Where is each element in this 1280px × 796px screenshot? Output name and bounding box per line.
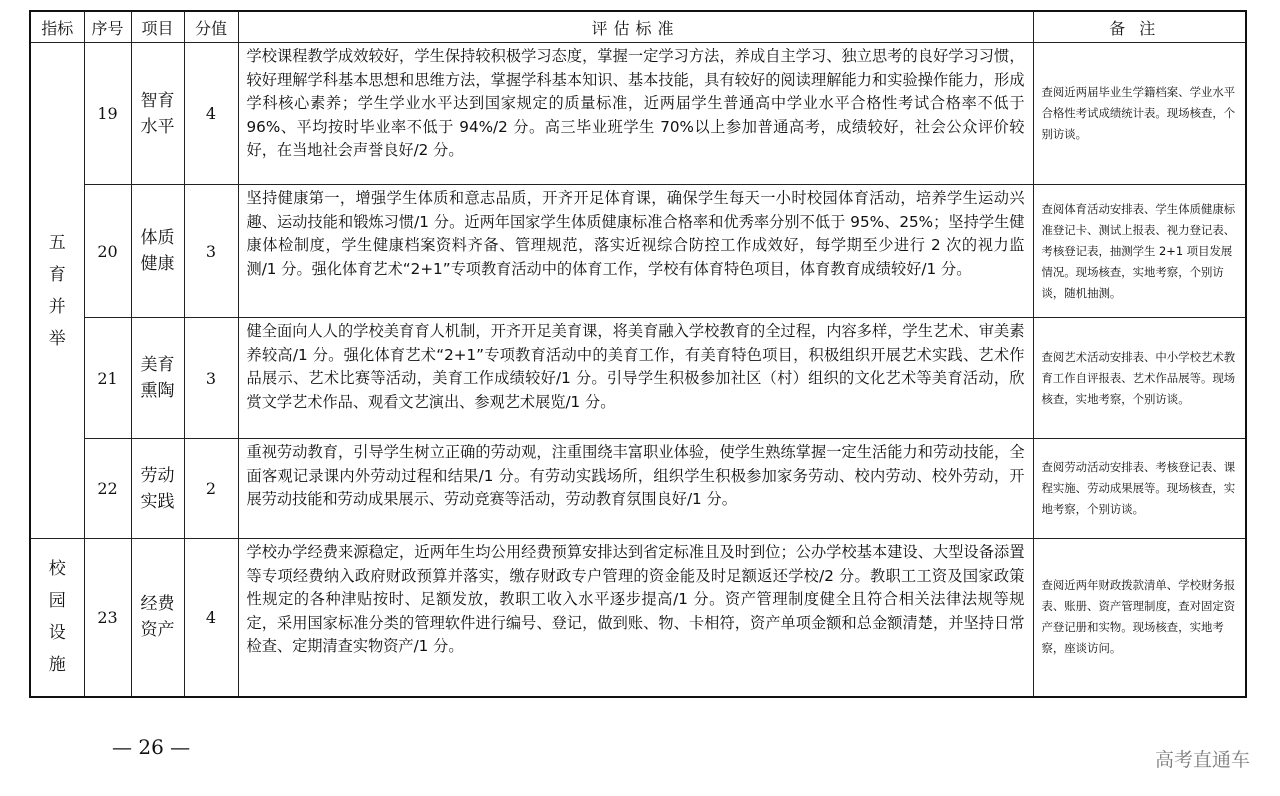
- row-project: [131, 43, 184, 185]
- row-seq: 23: [84, 539, 131, 697]
- project-line: 体质: [140, 228, 175, 248]
- project-line: 资产: [140, 620, 175, 641]
- category-char: 育: [48, 264, 66, 285]
- project-line: 劳动: [140, 465, 175, 486]
- header-notes: 备注: [1033, 11, 1246, 43]
- row-seq: 20: [84, 185, 131, 318]
- evaluation-table: [29, 10, 1247, 698]
- category-char: 施: [48, 655, 66, 676]
- row-seq: 22: [84, 439, 131, 539]
- watermark-text: 高考直通车: [1154, 749, 1250, 771]
- header-score: 分值: [184, 11, 238, 43]
- category-cell-xiaoyuan: [30, 539, 84, 697]
- category-char: 园: [48, 591, 66, 612]
- row-score: 3: [184, 185, 238, 318]
- row-criteria: [238, 43, 1033, 185]
- project-line: 熏陶: [140, 381, 175, 401]
- row-project: [131, 439, 184, 539]
- project-line: 美育: [140, 355, 175, 375]
- table-row: [30, 439, 1246, 539]
- row-project: [131, 539, 184, 697]
- row-project: [131, 185, 184, 318]
- criteria-text: 学校课程教学成效较好，学生保持较积极学习态度，掌握一定学习方法，养成自主学习、独立思考的良好学习习惯，较好理解学科基本思想和思维方法，掌握学科基本知识、基本技能，具有较好的阅读理解能力和实验操作能力，形成学科核心素养；学生学业水平达到国家规定的质量标准，近两届学生普通高中学业水平合格性考试合格率不低于 96%、平均按时毕业率不低于 94%/2 分。高三毕业班学生 70%以上参加普通高考，成绩较好，社会公众评价较好，在当地社会声誉良好/2 分。: [246, 47, 1025, 159]
- row-score: 2: [184, 439, 238, 539]
- project-line: 健康: [140, 254, 175, 274]
- row-criteria: [238, 539, 1033, 697]
- project-line: 经费: [140, 594, 175, 615]
- criteria-text: 学校办学经费来源稳定，近两年生均公用经费预算安排达到省定标准且及时到位；公办学校基本建设、大型设备添置等专项经费纳入政府财政预算并落实，缴存财政专户管理的资金能及时足额返还学校/2 分。教职工工资及国家政策性规定的各种津贴按时、足额发放，教职工收入水平逐步提高/1 分。资产管理制度健全且符合相关法律法规等规定，采用国家标准分类的管理软件进行编号、登记，做到账、物、卡相符，资产单项金额和总金额清楚，并坚持日常检查、定期清查实物资产/1 分。: [246, 543, 1025, 655]
- category-cell-wuyu: [30, 43, 84, 539]
- project-line: 水平: [140, 116, 175, 137]
- table-header-row: [30, 11, 1246, 43]
- row-criteria: [238, 318, 1033, 439]
- criteria-text: 健全面向人人的学校美育育人机制，开齐开足美育课，将美育融入学校教育的全过程，内容多样，学生艺术、审美素养较高/1 分。强化体育艺术“2+1”专项教育活动中的美育工作，有美育特色项目，积极组织开展艺术实践、艺术作品展示、艺术比赛等活动，美育工作成绩较好/1 分。引导学生积极参加社区（村）组织的文化艺术等美育活动，欣赏文学艺术作品、观看文艺演出、参观艺术展览/1 分。: [246, 322, 1025, 411]
- table-row: [30, 185, 1246, 318]
- row-note: 查阅近两年财政拨款清单、学校财务报表、账册、资产管理制度，查对固定资产登记册和实物。现场核查，实地考察，座谈访问。: [1033, 539, 1246, 697]
- row-note: 查阅艺术活动安排表、中小学校艺术教育工作自评报表、艺术作品展等。现场核查，实地考察，个别访谈。: [1033, 318, 1246, 439]
- header-criteria: 评估标准: [238, 11, 1033, 43]
- row-score: 4: [184, 539, 238, 697]
- row-project: [131, 318, 184, 439]
- table-row: [30, 539, 1246, 697]
- project-line: 智育: [140, 90, 175, 111]
- row-note: 查阅体育活动安排表、学生体质健康标准登记卡、测试上报表、视力登记表、考核登记表，抽测学生 2+1 项目发展情况。现场核查，实地考察，个别访谈，随机抽测。: [1033, 185, 1246, 318]
- header-seq: 序号: [84, 11, 131, 43]
- table-row: [30, 318, 1246, 439]
- header-indicator: 指标: [30, 11, 84, 43]
- row-criteria: [238, 439, 1033, 539]
- row-seq: 21: [84, 318, 131, 439]
- category-char: 五: [48, 232, 66, 253]
- row-seq: 19: [84, 43, 131, 185]
- row-note: 查阅近两届毕业生学籍档案、学业水平合格性考试成绩统计表。现场核查，个别访谈。: [1033, 43, 1246, 185]
- criteria-text: 重视劳动教育，引导学生树立正确的劳动观，注重围绕丰富职业体验，使学生熟练掌握一定生活能力和劳动技能，全面客观记录课内外劳动过程和结果/1 分。有劳动实践场所，组织学生积极参加家务劳动、校内劳动、校外劳动，开展劳动技能和劳动成果展示、劳动竞赛等活动，劳动教育氛围良好/1 分。: [246, 443, 1025, 508]
- page-number: — 26 —: [112, 735, 191, 759]
- category-char: 校: [48, 559, 66, 580]
- criteria-text: 坚持健康第一，增强学生体质和意志品质，开齐开足体育课，确保学生每天一小时校园体育活动，培养学生运动兴趣、运动技能和锻炼习惯/1 分。近两年国家学生体质健康标准合格率和优秀率分别不低于 95%、25%；坚持学生健康体检制度，学生健康档案资料齐备、管理规范，落实近视综合防控工作成效好，每学期至少进行 2 次的视力监测/1 分。强化体育艺术“2+1”专项教育活动中的体育工作，学校有体育特色项目，体育教育成绩较好/1 分。: [246, 189, 1025, 278]
- category-char: 并: [48, 296, 66, 317]
- table-row: [30, 43, 1246, 185]
- row-criteria: [238, 185, 1033, 318]
- row-note: 查阅劳动活动安排表、考核登记表、课程实施、劳动成果展等。现场核查，实地考察，个别访谈。: [1033, 439, 1246, 539]
- row-score: 3: [184, 318, 238, 439]
- row-score: 4: [184, 43, 238, 185]
- project-line: 实践: [140, 491, 175, 512]
- category-char: 设: [48, 623, 66, 644]
- header-project: 项目: [131, 11, 184, 43]
- category-char: 举: [48, 328, 66, 349]
